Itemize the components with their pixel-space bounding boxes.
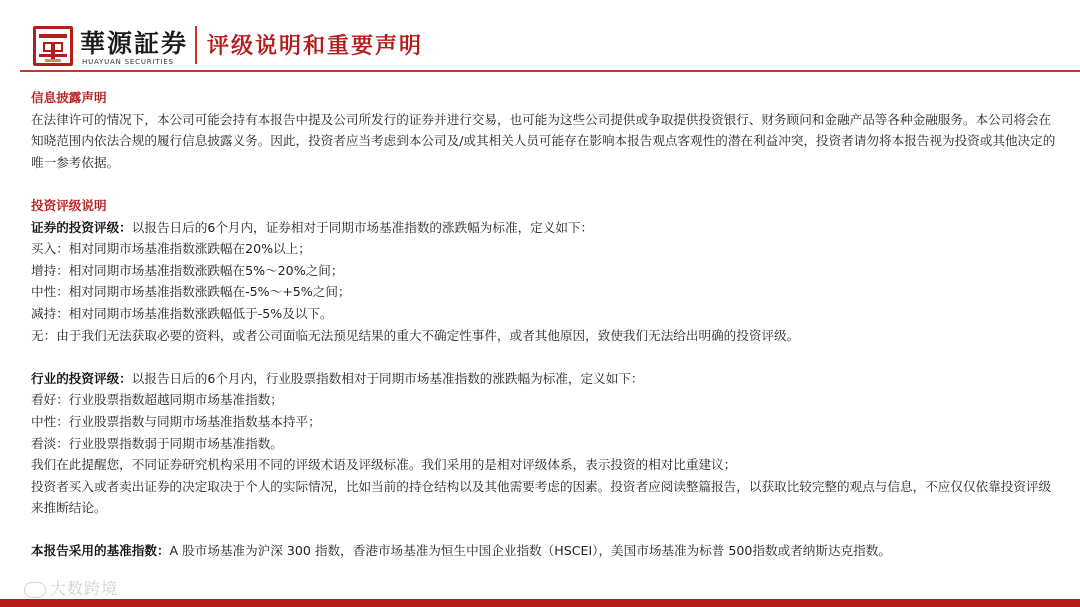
stock-rating-item: 中性：相对同期市场基准指数涨跌幅在-5%～+5%之间； bbox=[31, 284, 351, 300]
huayuan-logo-icon bbox=[33, 26, 73, 66]
industry-rating-intro-text: 以报告日后的6个月内，行业股票指数相对于同期市场基准指数的涨跌幅为标准，定义如下： bbox=[131, 370, 644, 386]
watermark-logo-icon bbox=[24, 582, 46, 598]
brand-name-en: HUAYUAN SECURITIES bbox=[82, 58, 174, 66]
industry-rating-intro bbox=[31, 368, 1056, 390]
stock-rating-label: 证券的投资评级： bbox=[31, 219, 132, 235]
rating-note: 我们在此提醒您，不同证券研究机构采用不同的评级术语及评级标准。我们采用的是相对评级体系，表示投资的相对比重建议； bbox=[31, 457, 737, 473]
footer-bar bbox=[0, 599, 1080, 607]
main-content bbox=[31, 87, 1056, 562]
disclosure-heading: 信息披露声明 bbox=[31, 90, 107, 105]
stock-rating-intro-text: 以报告日后的6个月内，证券相对于同期市场基准指数的涨跌幅为标准，定义如下： bbox=[131, 219, 594, 235]
stock-rating-intro bbox=[31, 217, 1056, 239]
page-title: 评级说明和重要声明 bbox=[207, 33, 424, 59]
stock-rating-item: 减持：相对同期市场基准指数涨跌幅低于-5%及以下。 bbox=[31, 305, 333, 321]
industry-rating-item: 看好：行业股票指数超越同期市场基准指数； bbox=[31, 392, 283, 408]
header-divider bbox=[195, 26, 197, 64]
watermark bbox=[24, 576, 118, 599]
disclosure-body: 在法律许可的情况下，本公司可能会持有本报告中提及公司所发行的证券并进行交易，也可能为这些公司提供或争取提供投资银行、财务顾问和金融产品等各种金融服务。本公司将会在知晓范围内依法合规的履行信息披露义务。因此，投资者应当考虑到本公司及/或其相关人员可能存在影响本报告观点客观性的潜在利益冲突，投资者请勿将本报告视为投资或其他决定的唯一参考依据。 bbox=[31, 111, 1056, 170]
benchmark-line bbox=[31, 540, 1056, 562]
brand-name: 華源証券 bbox=[80, 29, 189, 58]
industry-rating-label: 行业的投资评级： bbox=[31, 370, 132, 386]
benchmark-text: A 股市场基准为沪深 300 指数，香港市场基准为恒生中国企业指数（HSCEI），美国市场基准为标普 500指数或者纳斯达克指数。 bbox=[169, 543, 891, 559]
header bbox=[0, 0, 1080, 72]
rating-note: 投资者买入或者卖出证券的决定取决于个人的实际情况，比如当前的持仓结构以及其他需要考虑的因素。投资者应阅读整篇报告，以获取比较完整的观点与信息，不应仅仅依靠投资评级来推断结论。 bbox=[31, 478, 1052, 516]
industry-rating-item: 看淡：行业股票指数弱于同期市场基准指数。 bbox=[31, 435, 283, 451]
benchmark-label: 本报告采用的基准指数： bbox=[31, 543, 170, 559]
header-rule bbox=[20, 70, 1080, 72]
stock-rating-item: 增持：相对同期市场基准指数涨跌幅在5%～20%之间； bbox=[31, 262, 344, 278]
stock-rating-item: 买入：相对同期市场基准指数涨跌幅在20%以上； bbox=[31, 241, 311, 257]
rating-heading: 投资评级说明 bbox=[31, 197, 107, 213]
industry-rating-item: 中性：行业股票指数与同期市场基准指数基本持平； bbox=[31, 413, 321, 429]
stock-rating-item: 无：由于我们无法获取必要的资料，或者公司面临无法预见结果的重大不确定性事件，或者其他原因，致使我们无法给出明确的投资评级。 bbox=[31, 327, 800, 343]
watermark-text: 大数跨境 bbox=[50, 579, 119, 598]
